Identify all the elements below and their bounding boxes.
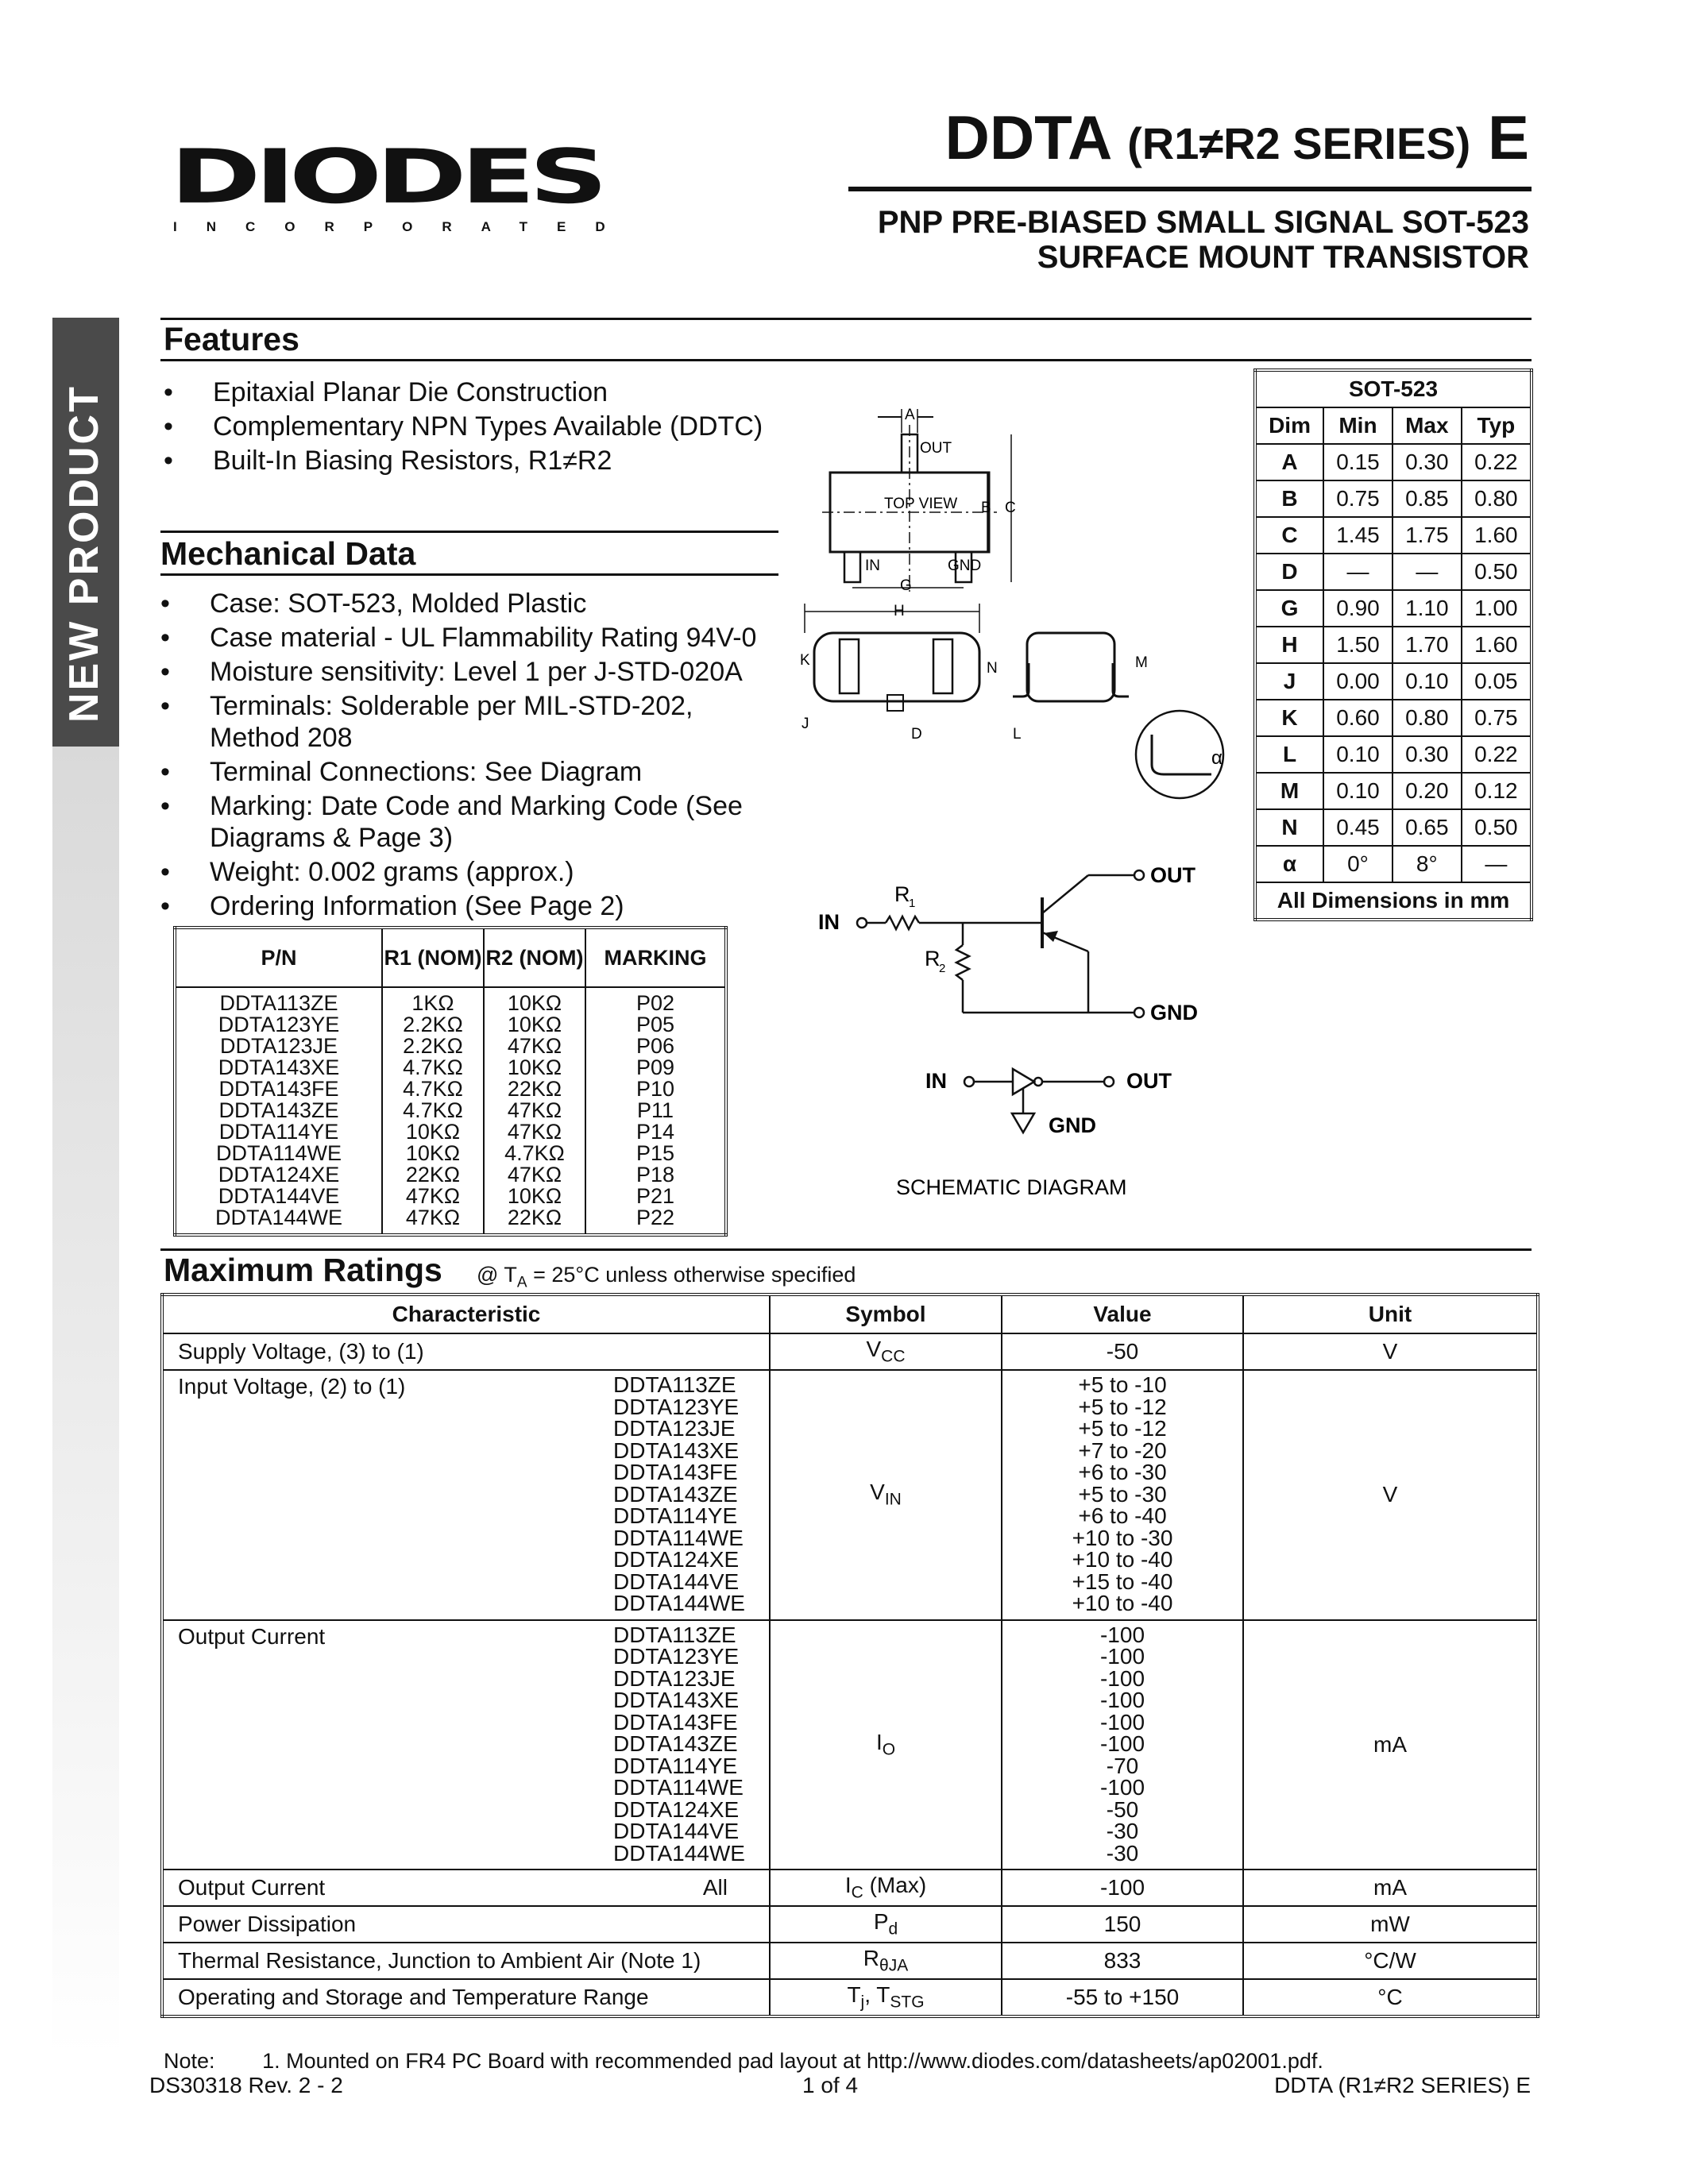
drawing-label: B bbox=[981, 500, 991, 516]
drawing-label: H bbox=[894, 603, 905, 619]
drawing-label: GND bbox=[948, 558, 982, 574]
mech-bottom-rule bbox=[160, 573, 778, 576]
max-ratings-heading: Maximum Ratings bbox=[164, 1252, 442, 1288]
drawing-label: N bbox=[987, 660, 998, 677]
table-row: D — — 0.50 bbox=[1255, 554, 1532, 590]
company-logo bbox=[170, 133, 635, 243]
drawing-label: G bbox=[900, 577, 912, 594]
max-ratings-condition: @ $T_A = 25^\circ C$ unless otherwise specified bbox=[477, 1263, 856, 1291]
table-row: Operating and Storage and Temperature Range $T_j$, $T_{STG}$ -55 to +150 °C bbox=[162, 1979, 1538, 2016]
table-body bbox=[175, 987, 726, 1235]
dim-table-title: SOT-523 bbox=[1255, 370, 1532, 407]
part-number-table bbox=[173, 926, 728, 1237]
table-row: K 0.60 0.80 0.75 bbox=[1255, 700, 1532, 736]
r2-sub: 2 bbox=[939, 962, 946, 975]
mechanical-heading: Mechanical Data bbox=[160, 535, 416, 572]
drawing-label: L bbox=[1013, 726, 1022, 743]
list-item: • Case: SOT-523, Molded Plastic bbox=[160, 588, 788, 619]
col-header: Value bbox=[1002, 1295, 1243, 1333]
schematic-in-label: IN bbox=[818, 910, 840, 934]
table-row: H 1.50 1.70 1.60 bbox=[1255, 627, 1532, 663]
logo-sub: INCORPORATED bbox=[173, 219, 635, 234]
dimension-table bbox=[1253, 369, 1533, 921]
features-bottom-rule bbox=[160, 359, 1532, 361]
table-row: Thermal Resistance, Junction to Ambient Air (Note 1) $R_{\theta JA}$ 833 °C/W bbox=[162, 1943, 1538, 1979]
col-header: Dim bbox=[1255, 407, 1323, 444]
table-row: B 0.75 0.85 0.80 bbox=[1255, 480, 1532, 517]
page-subtitle: PNP PRE-BIASED SMALL SIGNAL SOT-523 SURFACE MOUNT TRANSISTOR bbox=[877, 205, 1529, 275]
table-row: M 0.10 0.20 0.12 bbox=[1255, 773, 1532, 809]
new-product-sidebar bbox=[52, 318, 119, 747]
simple-out-label: OUT bbox=[1126, 1069, 1172, 1093]
pn-column: DDTA113ZE DDTA123YE DDTA123JE DDTA143XE DDTA143FE DDTA143ZE DDTA114YE DDTA114WE DDTA124XE DDTA144VE DDTA144WE bbox=[214, 991, 343, 1229]
col-header: Unit bbox=[1243, 1295, 1538, 1333]
footer-doc-id: DS30318 Rev. 2 - 2 bbox=[149, 2073, 343, 2097]
footer-page-number: 1 of 4 bbox=[802, 2073, 859, 2097]
max-ratings-table bbox=[160, 1293, 1539, 2018]
col-header: Symbol bbox=[770, 1295, 1002, 1333]
list-item: • Complementary NPN Types Available (DDTC) bbox=[164, 411, 783, 442]
r2-label: R bbox=[925, 947, 941, 970]
drawing-label: TOP VIEW bbox=[884, 496, 958, 512]
sidebar-fade bbox=[52, 747, 119, 2057]
col-header: Max bbox=[1393, 407, 1462, 444]
col-header: P/N bbox=[175, 928, 382, 987]
r1-sub: 1 bbox=[909, 897, 916, 910]
drawing-label: C bbox=[1005, 500, 1016, 516]
drawing-label: IN bbox=[865, 558, 880, 574]
table-row: Output Current DDTA113ZE DDTA123YE DDTA123JE DDTA143XE DDTA143FE DDTA143ZE DDTA114YE DDTA114WE DDTA124XE DDTA144VE DDTA144WE $I_O$ -100 -100 -100 -100 -100 -100 -70 -100 -50 -30 -30 mA bbox=[162, 1620, 1538, 1870]
drawing-label: K bbox=[800, 652, 810, 669]
table-row: Supply Voltage, (3) to (1) $V_{CC}$ -50 V bbox=[162, 1333, 1538, 1370]
dim-table-footer: All Dimensions in mm bbox=[1255, 882, 1532, 920]
table-row: α 0° 8° — bbox=[1255, 846, 1532, 882]
list-item: • Weight: 0.002 grams (approx.) bbox=[160, 856, 788, 888]
table-header-row bbox=[175, 928, 726, 987]
drawing-label: A bbox=[905, 407, 915, 423]
title-rule bbox=[848, 187, 1532, 191]
table-row: G 0.90 1.10 1.00 bbox=[1255, 590, 1532, 627]
col-header: Typ bbox=[1462, 407, 1532, 444]
col-header: Characteristic bbox=[162, 1295, 770, 1333]
col-header: Min bbox=[1323, 407, 1393, 444]
ratings-top-rule bbox=[160, 1248, 1532, 1251]
table-row: Input Voltage, (2) to (1) DDTA113ZE DDTA123YE DDTA123JE DDTA143XE DDTA143FE DDTA143ZE DDTA114YE DDTA114WE DDTA124XE DDTA144VE DDTA144WE $V_{IN}$ +5 to -10 +5 to -12 +5 to -12 +7 to -20 +6 to -30 +5 to -30 +6 to -40 +10 to -30 +10 to -40 +15 to -40 +10 to -40 V bbox=[162, 1370, 1538, 1620]
package-outline-drawing bbox=[790, 401, 1259, 830]
drawing-label: OUT bbox=[920, 440, 952, 457]
col-header: R1 (NOM) bbox=[382, 928, 484, 987]
drawing-label: D bbox=[911, 726, 922, 743]
schematic-caption: SCHEMATIC DIAGRAM bbox=[896, 1175, 1127, 1199]
features-list bbox=[164, 376, 783, 479]
table-row: Output Current All $I_C$ (Max) -100 mA bbox=[162, 1870, 1538, 1906]
table-row: L 0.10 0.30 0.22 bbox=[1255, 736, 1532, 773]
list-item: • Ordering Information (See Page 2) bbox=[160, 890, 788, 922]
mechanical-list bbox=[160, 588, 788, 924]
marking-column: P02 P05 P06 P09 P10 P11 P14 P15 P18 P21 P22 bbox=[585, 987, 726, 1235]
simple-gnd-label: GND bbox=[1049, 1113, 1096, 1137]
schematic-out-label: OUT bbox=[1150, 863, 1196, 887]
schematic-diagram bbox=[818, 858, 1215, 1207]
drawing-label: α bbox=[1211, 747, 1223, 769]
col-header: MARKING bbox=[585, 928, 726, 987]
list-item: • Terminals: Solderable per MIL-STD-202, Method 208 bbox=[160, 690, 788, 754]
list-item: • Marking: Date Code and Marking Code (See Diagrams & Page 3) bbox=[160, 790, 788, 854]
drawing-label: M bbox=[1135, 654, 1148, 671]
list-item: • Moisture sensitivity: Level 1 per J-STD-020A bbox=[160, 656, 788, 688]
list-item: • Built-In Biasing Resistors, R1≠R2 bbox=[164, 445, 783, 477]
table-row: C 1.45 1.75 1.60 bbox=[1255, 517, 1532, 554]
drawing-label: J bbox=[802, 716, 809, 732]
list-item: • Case material - UL Flammability Rating 94V-0 bbox=[160, 622, 788, 654]
col-header: R2 (NOM) bbox=[484, 928, 585, 987]
table-row: A 0.15 0.30 0.22 bbox=[1255, 444, 1532, 480]
table-row: Power Dissipation $P_d$ 150 mW bbox=[162, 1906, 1538, 1943]
footer-series: DDTA (R1≠R2 SERIES) E bbox=[1274, 2073, 1531, 2097]
r2-column: 10KΩ 10KΩ 47KΩ 10KΩ 22KΩ 47KΩ 47KΩ 4.7KΩ 47KΩ 10KΩ 22KΩ bbox=[484, 987, 585, 1235]
features-heading: Features bbox=[164, 321, 299, 357]
list-item: • Terminal Connections: See Diagram bbox=[160, 756, 788, 788]
table-row: J 0.00 0.10 0.05 bbox=[1255, 663, 1532, 700]
r1-column: 1KΩ 2.2KΩ 2.2KΩ 4.7KΩ 4.7KΩ 4.7KΩ 10KΩ 10KΩ 22KΩ 47KΩ 47KΩ bbox=[382, 987, 484, 1235]
simple-in-label: IN bbox=[925, 1069, 947, 1093]
table-row: N 0.45 0.65 0.50 bbox=[1255, 809, 1532, 846]
sidebar-label: NEW PRODUCT bbox=[61, 384, 107, 723]
schematic-gnd-label: GND bbox=[1150, 1001, 1198, 1024]
features-top-rule bbox=[160, 318, 1532, 320]
page-title: DDTA (R1≠R2 SERIES) E bbox=[944, 102, 1529, 172]
list-item: • Epitaxial Planar Die Construction bbox=[164, 376, 783, 408]
r1-label: R bbox=[894, 882, 910, 906]
logo-name: DIODES bbox=[170, 133, 602, 221]
mech-top-rule bbox=[160, 531, 778, 533]
note: Note: 1. Mounted on FR4 PC Board with recommended pad layout at http://www.diodes.com/datasheets/ap02001.pdf. bbox=[164, 2049, 1323, 2073]
